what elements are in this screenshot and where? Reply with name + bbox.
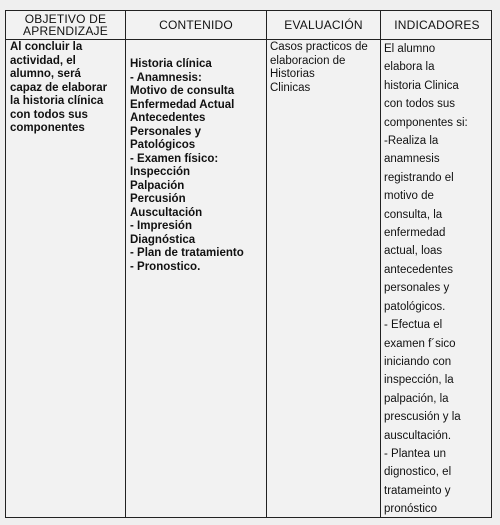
column-divider-2 [266,11,267,517]
cell-evaluacion: Casos practicos de elaboracion de Historias Clinicas [270,41,368,94]
cell-indicadores: El alumno elabora la historia Clinica con todos sus componentes si: -Realiza la anamnesis registrando el motivo de consulta, la enfermedad actual, loas antecedentes personales y patológicos. - Efectua el examen f´sico iniciando con inspección, la palpación, la prescusión y la auscultación. - Plantea un dignostico, el tratameinto y pronóstico [384,43,468,516]
column-divider-3 [380,11,381,517]
column-divider-1 [125,11,126,517]
planning-table [5,10,492,518]
cell-contenido: Historia clínica - Anamnesis: Motivo de consulta Enfermedad Actual Antecedentes Personales y Patológicos - Examen físico: Inspección Palpación Percusión Auscultación - Impresión Diagnóstica - Plan de tratamiento - Pronostico. [130,58,244,273]
header-objetivo: OBJETIVO DE APRENDIZAJE [23,12,108,38]
cell-objetivo: Al concluir la actividad, el alumno, será capaz de elaborar la historia clínica con todos sus componentes [10,41,108,134]
header-evaluacion: EVALUACIÓN [284,18,363,32]
header-contenido: CONTENIDO [159,18,233,32]
header-indicadores: INDICADORES [394,18,480,32]
